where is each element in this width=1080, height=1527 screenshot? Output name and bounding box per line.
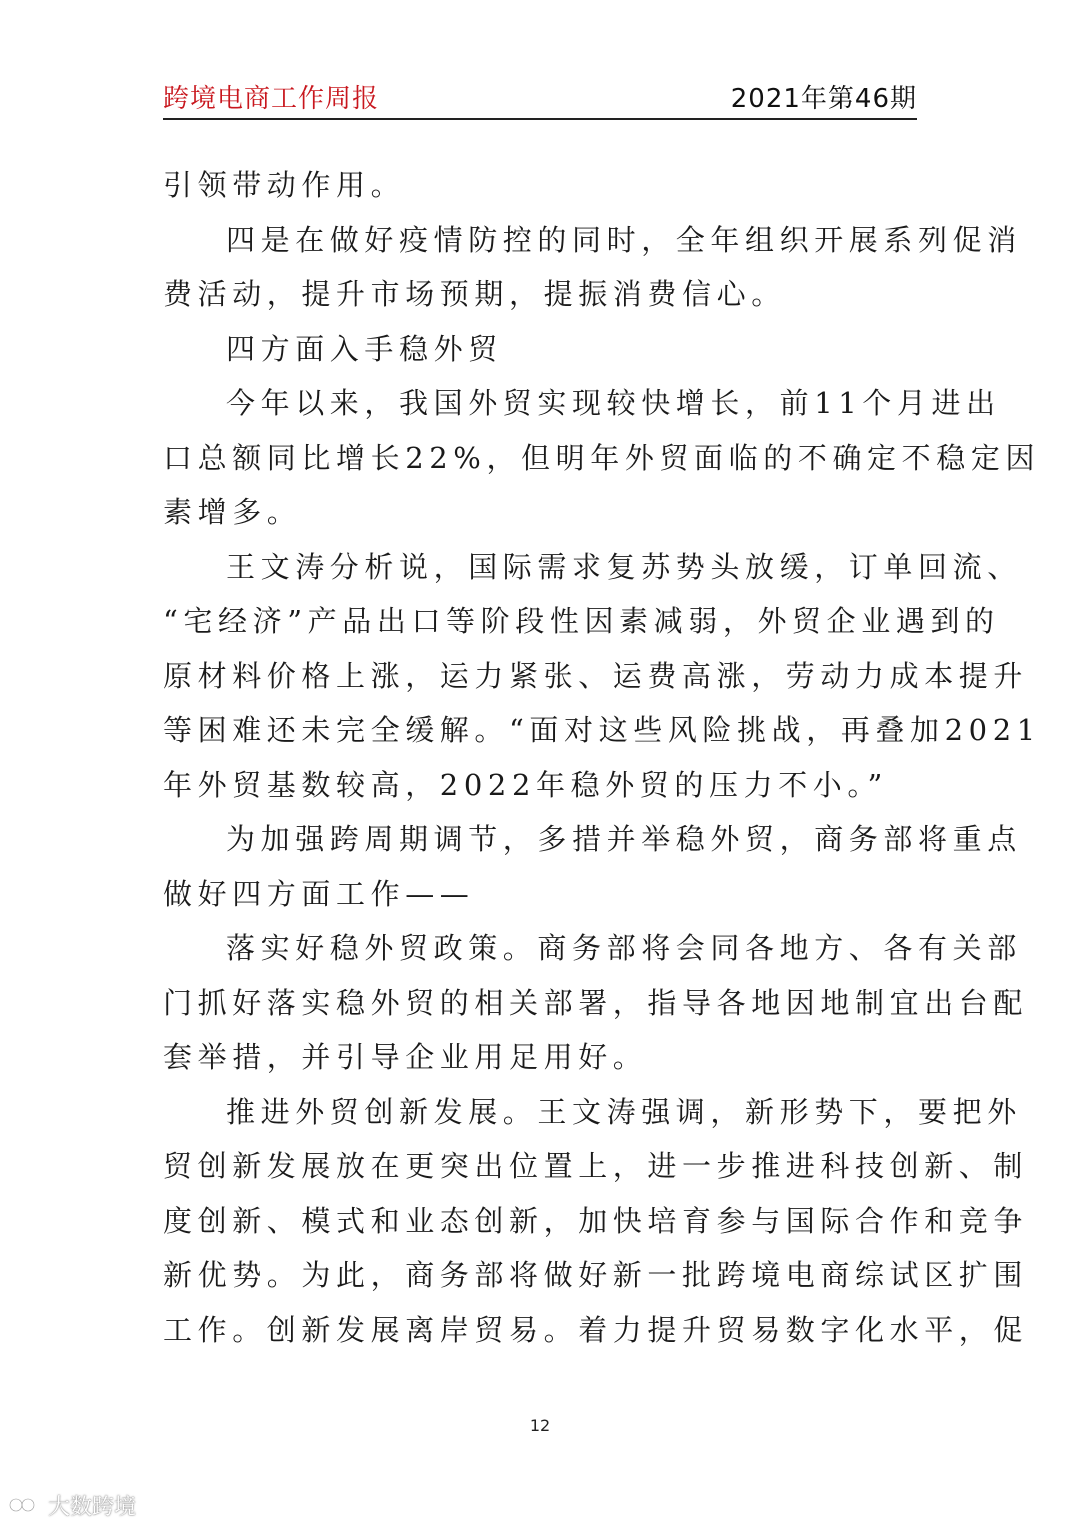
text-line: 等困难还未完全缓解。“面对这些风险挑战，再叠加2021 — [163, 713, 1041, 747]
text-line: 四是在做好疫情防控的同时，全年组织开展系列促消 — [226, 222, 1022, 257]
page-header — [163, 72, 917, 120]
section-heading: 四方面入手稳外贸 — [226, 331, 503, 366]
text-line: 贸创新发展放在更突出位置上，进一步推进科技创新、制 — [163, 1149, 1029, 1183]
report-title: 跨境电商工作周报 — [163, 84, 380, 114]
text-line: 推进外贸创新发展。王文涛强调，新形势下，要把外 — [226, 1094, 1022, 1129]
text-line: 费活动，提升市场预期，提振消费信心。 — [163, 277, 786, 311]
text-line: 做好四方面工作—— — [163, 876, 475, 911]
watermark — [8, 1490, 136, 1520]
text-line: 度创新、模式和业态创新，加快培育参与国际合作和竞争 — [163, 1203, 1029, 1238]
text-line: “宅经济”产品出口等阶段性因素减弱，外贸企业遇到的 — [163, 604, 1000, 638]
text-line: 素增多。 — [163, 495, 302, 529]
text-line: 为加强跨周期调节，多措并举稳外贸，商务部将重点 — [226, 822, 1022, 856]
text-line: 原材料价格上涨，运力紧张、运费高涨，劳动力成本提升 — [163, 658, 1029, 693]
text-line: 年外贸基数较高，2022年稳外贸的压力不小。” — [163, 767, 888, 802]
issue-number: 2021年第46期 — [730, 84, 917, 114]
text-line: 工作。创新发展离岸贸易。着力提升贸易数字化水平，促 — [163, 1312, 1029, 1347]
text-line: 落实好稳外贸政策。商务部将会同各地方、各有关部 — [226, 931, 1022, 965]
text-line: 新优势。为此，商务部将做好新一批跨境电商综试区扩围 — [163, 1258, 1029, 1292]
watermark-text: 大数跨境 — [48, 1494, 137, 1520]
watermark-logo-icon — [8, 1494, 42, 1516]
text-line: 门抓好落实稳外贸的相关部署，指导各地因地制宜出台配 — [163, 985, 1029, 1020]
article-body — [163, 158, 1041, 1357]
text-line: 今年以来，我国外贸实现较快增长，前11个月进出 — [226, 386, 1001, 420]
page-number: 12 — [529, 1416, 551, 1435]
text-line: 套举措，并引导企业用足用好。 — [163, 1040, 648, 1074]
text-line: 引领带动作用。 — [163, 168, 406, 202]
text-line: 口总额同比增长22%，但明年外贸面临的不确定不稳定因 — [163, 440, 1041, 475]
text-line: 王文涛分析说，国际需求复苏势头放缓，订单回流、 — [226, 549, 1022, 584]
